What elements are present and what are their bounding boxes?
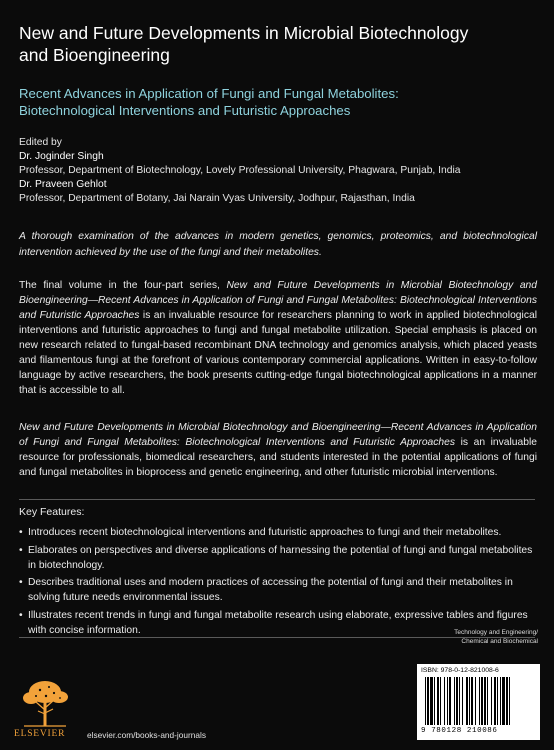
key-features-heading: Key Features: (19, 506, 85, 518)
paragraph-2-body: is an invaluable resource for professionals, biomedical researchers, and students interested in the potential applications of fungi and fungal metabolites in bioprocess and genetic engineering, and other futuristic microbial interventions. (19, 437, 537, 478)
editor-1-affiliation: Professor, Department of Biotechnology, Lovely Professional University, Phagwara, Punjab, India (19, 165, 461, 176)
description-paragraph-2 (19, 420, 537, 480)
tagline: A thorough examination of the advances in modern genetics, genomics, proteomics, and biotechnological intervention achieved by the use of the fungi and their metabolites. (19, 231, 537, 258)
series-title (19, 22, 519, 66)
edited-by-label: Edited by (19, 137, 62, 148)
key-features-list (19, 526, 539, 642)
key-feature-text: Elaborates on perspectives and diverse applications of harnessing the potential of fungi and fungal metabolites in biotechnology. (28, 544, 533, 571)
key-feature-text: Describes traditional uses and modern practices of accessing the potential of fungi and their metabolites in solving future needs environmental issues. (28, 577, 513, 604)
publisher-website: elsevier.com/books-and-journals (87, 730, 206, 740)
elsevier-tree-logo-icon (16, 678, 74, 728)
paragraph-1-intro: The final volume in the four-part series, (19, 280, 220, 291)
editor-1-name: Dr. Joginder Singh (19, 151, 104, 162)
publisher-logo-word: ELSEVIER (14, 729, 66, 739)
description-paragraph-1 (19, 278, 537, 398)
bullet-icon: • (19, 577, 23, 589)
subtitle-line1: Recent Advances in Application of Fungi and Fungal Metabolites: (19, 86, 399, 101)
subtitle-line2: Biotechnological Interventions and Futuristic Approaches (19, 103, 351, 118)
paragraph-2-book-title: New and Future Developments in Microbial Biotechnology and Bioengineering—Recent Advances in Application of Fungi and Fungal Metabolites: Biotechnological Interventions and Futuristic Approaches (19, 422, 537, 448)
bullet-icon: • (19, 544, 23, 556)
paragraph-1-book-title: New and Future Developments in Microbial Biotechnology and Bioengineering—Recent Advances in Application of Fungi and Fungal Metabolites: Biotechnological Interventions and Futuristic Approaches (19, 280, 537, 321)
editors-block (19, 136, 539, 206)
paragraph-1-body: is an invaluable resource for researchers planning to work in applied biotechnological interventions and futuristic approaches to fungi and fungal metabolite utilization. Special emphasis is placed on new research related to fungal-based recombinant DNA technology and genomics analysis, which placed yeasts and filamentous fungi at the forefront of various contemporary commercial applications. Written in easy-to-follow language by active researchers, the book presents cutting-edge fungal biotechnological applications in a manner that is accessible to all. (19, 310, 537, 396)
editor-2-affiliation: Professor, Department of Botany, Jai Narain Vyas University, Jodhpur, Rajasthan, India (19, 193, 415, 204)
volume-subtitle (19, 85, 519, 119)
key-feature-text: Introduces recent biotechnological interventions and futuristic approaches to fungi and their metabolites. (28, 527, 502, 538)
series-title-line2: and Bioengineering (19, 45, 170, 65)
category-line1: Technology and Engineering/ (454, 629, 538, 636)
key-feature-text: Illustrates recent trends in fungi and fungal metabolite research using elaborate, expressive tables and figures with concise information. (28, 609, 528, 636)
isbn-label: ISBN: 978-0-12-821008-6 (421, 667, 499, 674)
bullet-icon: • (19, 527, 23, 538)
barcode-digits: 9 780128 210086 (421, 727, 498, 735)
subject-category (418, 628, 538, 646)
divider-top (19, 499, 535, 500)
barcode-bars-icon (423, 677, 534, 725)
category-line2: Chemical and Biochemical (461, 638, 538, 645)
key-feature-item (19, 544, 539, 574)
key-feature-item (19, 576, 539, 606)
key-feature-item (19, 526, 539, 541)
isbn-barcode (417, 664, 540, 740)
series-title-line1: New and Future Developments in Microbial Biotechnology (19, 23, 469, 43)
bullet-icon: • (19, 609, 23, 621)
editor-2-name: Dr. Praveen Gehlot (19, 179, 107, 190)
